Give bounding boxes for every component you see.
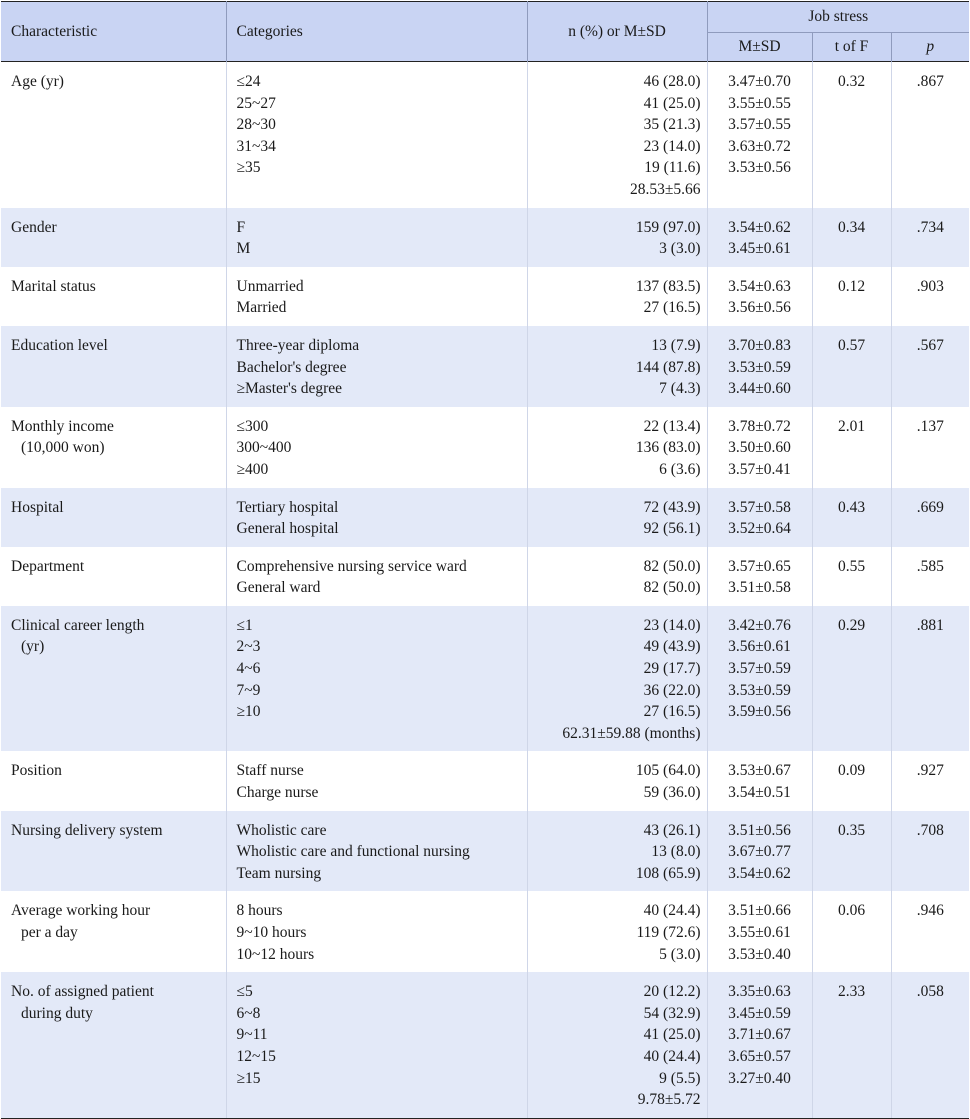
job-stress-msd-cell-line: 3.27±0.40 — [728, 1069, 791, 1087]
n-pct-cell — [527, 606, 707, 752]
job-stress-msd-cell-line: 3.78±0.72 — [728, 417, 791, 435]
characteristic-cell-line: (yr) — [21, 638, 45, 656]
n-pct-cell-line: 41 (25.0) — [643, 1026, 701, 1044]
job-stress-msd-cell-line: 3.47±0.70 — [728, 73, 791, 90]
p-value-cell: .058 — [891, 972, 969, 1118]
n-pct-cell-line: 27 (16.5) — [643, 299, 701, 317]
p-value-cell: .927 — [891, 751, 969, 810]
table-row — [1, 407, 969, 488]
categories-cell-line: Unmarried — [236, 277, 304, 295]
table-row — [1, 811, 969, 892]
categories-cell-line: 2~3 — [236, 638, 261, 656]
characteristic-cell — [1, 547, 226, 606]
characteristic-cell — [1, 751, 226, 810]
job-stress-msd-cell-line: 3.57±0.58 — [728, 498, 791, 516]
table-row — [1, 326, 969, 407]
characteristic-cell — [1, 972, 226, 1118]
job-stress-msd-cell-line: 3.53±0.59 — [728, 681, 791, 699]
categories-cell-line: 300~400 — [236, 439, 292, 457]
n-pct-cell-line: 54 (32.9) — [643, 1004, 701, 1022]
categories-cell-line: F — [236, 218, 246, 236]
n-pct-cell — [527, 891, 707, 972]
table-header — [1, 2, 969, 62]
categories-cell-line: 7~9 — [236, 681, 261, 699]
t-of-f-cell: 0.06 — [812, 891, 891, 972]
n-pct-cell-line: 62.31±59.88 (months) — [562, 724, 701, 742]
job-stress-msd-cell-line: 3.55±0.55 — [728, 94, 791, 112]
categories-cell — [226, 407, 527, 488]
job-stress-msd-cell-line: 3.53±0.67 — [728, 762, 791, 780]
n-pct-cell — [527, 407, 707, 488]
categories-cell-line: Team nursing — [236, 864, 322, 882]
job-stress-msd-cell-line: 3.57±0.59 — [728, 660, 791, 678]
header-characteristic: Characteristic — [1, 2, 226, 62]
categories-cell-line: 4~6 — [236, 660, 261, 678]
job-stress-msd-cell-line: 3.53±0.56 — [728, 159, 791, 177]
categories-cell-line: M — [236, 240, 251, 258]
header-p-value: p — [891, 33, 969, 62]
table-row — [1, 62, 969, 208]
categories-cell — [226, 606, 527, 752]
categories-cell-line: ≥400 — [236, 460, 269, 478]
n-pct-cell-line: 82 (50.0) — [643, 557, 701, 575]
categories-cell-line: Charge nurse — [236, 784, 319, 802]
categories-cell-line: 12~15 — [236, 1047, 276, 1065]
n-pct-cell-line: 46 (28.0) — [643, 73, 701, 90]
t-of-f-cell: 0.32 — [812, 62, 891, 208]
characteristic-cell-line: Nursing delivery system — [11, 821, 163, 839]
categories-cell — [226, 891, 527, 972]
t-of-f-cell: 0.12 — [812, 267, 891, 326]
categories-cell — [226, 267, 527, 326]
p-value-cell: .669 — [891, 488, 969, 547]
t-of-f-cell: 0.57 — [812, 326, 891, 407]
characteristic-cell-line: per a day — [21, 924, 78, 941]
job-stress-msd-cell-line: 3.44±0.60 — [728, 380, 791, 398]
categories-cell-line: ≤300 — [236, 417, 269, 435]
categories-cell-line: 25~27 — [236, 94, 276, 112]
job-stress-msd-cell — [707, 606, 812, 752]
categories-cell — [226, 326, 527, 407]
job-stress-msd-cell-line: 3.54±0.62 — [728, 864, 791, 882]
n-pct-cell — [527, 62, 707, 208]
n-pct-cell-line: 9.78±5.72 — [637, 1091, 701, 1109]
categories-cell — [226, 547, 527, 606]
job-stress-msd-cell-line: 3.53±0.40 — [728, 945, 791, 963]
n-pct-cell-line: 43 (26.1) — [643, 821, 701, 839]
characteristic-cell-line: (10,000 won) — [21, 439, 105, 457]
categories-cell — [226, 811, 527, 892]
table-body — [1, 62, 969, 1119]
job-stress-msd-cell-line: 3.56±0.61 — [728, 638, 791, 656]
job-stress-msd-cell — [707, 407, 812, 488]
job-stress-msd-cell — [707, 972, 812, 1118]
n-pct-cell — [527, 751, 707, 810]
characteristic-cell-line: Average working hour — [11, 902, 151, 920]
job-stress-msd-cell-line: 3.57±0.55 — [728, 116, 791, 134]
table-row — [1, 208, 969, 267]
job-stress-msd-cell — [707, 326, 812, 407]
p-value-cell: .867 — [891, 62, 969, 208]
n-pct-cell — [527, 972, 707, 1118]
n-pct-cell-line: 92 (56.1) — [643, 520, 701, 538]
n-pct-cell-line: 6 (3.6) — [659, 460, 701, 478]
categories-cell-line: General ward — [236, 579, 321, 597]
categories-cell — [226, 972, 527, 1118]
categories-cell-line: ≥35 — [236, 159, 261, 177]
n-pct-cell-line: 40 (24.4) — [643, 1047, 701, 1065]
characteristic-cell-line: No. of assigned patient — [11, 983, 154, 1001]
n-pct-cell-line: 5 (3.0) — [659, 945, 701, 963]
job-stress-msd-cell-line: 3.54±0.63 — [728, 277, 791, 295]
n-pct-cell-line: 13 (7.9) — [651, 336, 701, 354]
characteristic-cell-line: Education level — [11, 336, 108, 354]
table-row — [1, 751, 969, 810]
p-value-cell: .585 — [891, 547, 969, 606]
table-row — [1, 891, 969, 972]
n-pct-cell-line: 9 (5.5) — [659, 1069, 701, 1087]
job-stress-msd-cell-line: 3.67±0.77 — [728, 843, 791, 861]
n-pct-cell-line: 136 (83.0) — [635, 439, 701, 457]
n-pct-cell-line: 82 (50.0) — [643, 579, 701, 597]
categories-cell-line: 9~11 — [236, 1026, 268, 1044]
n-pct-cell-line: 3 (3.0) — [659, 240, 701, 258]
n-pct-cell-line: 72 (43.9) — [643, 498, 701, 516]
categories-cell-line: ≥Master's degree — [236, 380, 343, 398]
categories-cell — [226, 62, 527, 208]
n-pct-cell — [527, 267, 707, 326]
t-of-f-cell: 0.43 — [812, 488, 891, 547]
job-stress-msd-cell-line: 3.51±0.56 — [728, 821, 791, 839]
job-stress-msd-cell-line: 3.57±0.65 — [728, 557, 791, 575]
categories-cell-line: ≤1 — [236, 616, 253, 634]
job-stress-msd-cell — [707, 547, 812, 606]
p-value-cell: .708 — [891, 811, 969, 892]
job-stress-msd-cell-line: 3.52±0.64 — [728, 520, 791, 538]
header-msd: M±SD — [707, 33, 812, 62]
t-of-f-cell: 0.29 — [812, 606, 891, 752]
n-pct-cell — [527, 326, 707, 407]
categories-cell-line: ≥15 — [236, 1069, 261, 1087]
p-value-cell: .903 — [891, 267, 969, 326]
job-stress-msd-cell — [707, 208, 812, 267]
job-stress-msd-cell-line: 3.57±0.41 — [728, 460, 791, 478]
job-stress-msd-cell-line: 3.45±0.59 — [728, 1004, 791, 1022]
n-pct-cell-line: 105 (64.0) — [635, 762, 701, 780]
n-pct-cell — [527, 547, 707, 606]
categories-cell-line: 28~30 — [236, 116, 276, 134]
header-n-pct: n (%) or M±SD — [527, 2, 707, 62]
t-of-f-cell: 2.33 — [812, 972, 891, 1118]
n-pct-cell-line: 27 (16.5) — [643, 703, 701, 721]
table-row — [1, 547, 969, 606]
characteristic-cell-line: Monthly income — [11, 417, 114, 435]
categories-cell-line: Bachelor's degree — [236, 358, 347, 376]
table-row — [1, 488, 969, 547]
job-stress-msd-cell-line: 3.71±0.67 — [728, 1026, 791, 1044]
categories-cell-line: Wholistic care and functional nursing — [236, 843, 470, 861]
job-stress-msd-cell-line: 3.54±0.62 — [728, 218, 791, 236]
p-value-cell: .881 — [891, 606, 969, 752]
table-row — [1, 606, 969, 752]
characteristic-cell-line: Age (yr) — [11, 73, 64, 90]
t-of-f-cell: 0.35 — [812, 811, 891, 892]
p-value-cell: .734 — [891, 208, 969, 267]
job-stress-msd-cell-line: 3.65±0.57 — [728, 1047, 791, 1065]
characteristics-job-stress-table — [1, 1, 969, 1119]
header-t-of-f: t of F — [812, 33, 891, 62]
categories-cell-line: General hospital — [236, 520, 339, 538]
categories-cell-line: Three-year diploma — [236, 336, 360, 354]
characteristic-cell-line: Position — [11, 762, 62, 780]
categories-cell-line: Tertiary hospital — [236, 498, 339, 516]
n-pct-cell-line: 36 (22.0) — [643, 681, 701, 699]
header-job-stress: Job stress — [707, 2, 969, 33]
categories-cell-line: Comprehensive nursing service ward — [236, 557, 467, 575]
n-pct-cell — [527, 208, 707, 267]
p-value-cell: .946 — [891, 891, 969, 972]
categories-cell-line: 10~12 hours — [236, 945, 315, 963]
categories-cell-line: 6~8 — [236, 1004, 261, 1022]
job-stress-msd-cell-line: 3.70±0.83 — [728, 336, 791, 354]
n-pct-cell-line: 144 (87.8) — [635, 358, 701, 376]
categories-cell — [226, 208, 527, 267]
n-pct-cell — [527, 811, 707, 892]
characteristic-cell-line: during duty — [21, 1004, 93, 1022]
job-stress-msd-cell — [707, 891, 812, 972]
categories-cell-line: 9~10 hours — [236, 924, 307, 941]
t-of-f-cell: 0.09 — [812, 751, 891, 810]
n-pct-cell-line: 41 (25.0) — [643, 94, 701, 112]
characteristic-cell — [1, 891, 226, 972]
n-pct-cell-line: 35 (21.3) — [643, 116, 701, 134]
characteristic-cell-line: Clinical career length — [11, 616, 145, 634]
job-stress-msd-cell-line: 3.59±0.56 — [728, 703, 791, 721]
t-of-f-cell: 2.01 — [812, 407, 891, 488]
categories-cell-line: 31~34 — [236, 137, 276, 155]
characteristic-cell-line: Hospital — [11, 498, 64, 516]
categories-cell-line: Staff nurse — [236, 762, 304, 780]
job-stress-msd-cell-line: 3.54±0.51 — [728, 784, 791, 802]
job-stress-msd-cell — [707, 488, 812, 547]
job-stress-msd-cell — [707, 751, 812, 810]
job-stress-msd-cell-line: 3.55±0.61 — [728, 924, 791, 941]
p-value-cell: .567 — [891, 326, 969, 407]
job-stress-msd-cell — [707, 811, 812, 892]
n-pct-cell-line: 40 (24.4) — [643, 902, 701, 920]
n-pct-cell-line: 159 (97.0) — [635, 218, 701, 236]
n-pct-cell-line: 23 (14.0) — [643, 616, 701, 634]
t-of-f-cell: 0.55 — [812, 547, 891, 606]
job-stress-msd-cell-line: 3.45±0.61 — [728, 240, 791, 258]
job-stress-msd-cell-line: 3.42±0.76 — [728, 616, 791, 634]
n-pct-cell-line: 137 (83.5) — [635, 277, 701, 295]
categories-cell-line: Wholistic care — [236, 821, 327, 839]
n-pct-cell-line: 29 (17.7) — [643, 660, 701, 678]
n-pct-cell-line: 49 (43.9) — [643, 638, 701, 656]
n-pct-cell-line: 59 (36.0) — [643, 784, 701, 802]
n-pct-cell-line: 20 (12.2) — [643, 983, 701, 1001]
characteristic-cell-line: Gender — [11, 218, 57, 236]
job-stress-msd-cell-line: 3.51±0.58 — [728, 579, 791, 597]
characteristic-cell — [1, 62, 226, 208]
characteristic-cell — [1, 488, 226, 547]
job-stress-msd-cell-line: 3.53±0.59 — [728, 358, 791, 376]
categories-cell-line: ≥10 — [236, 703, 261, 721]
t-of-f-cell: 0.34 — [812, 208, 891, 267]
table-row — [1, 267, 969, 326]
header-categories: Categories — [226, 2, 527, 62]
categories-cell — [226, 488, 527, 547]
characteristic-cell — [1, 606, 226, 752]
job-stress-msd-cell-line: 3.56±0.56 — [728, 299, 791, 317]
n-pct-cell-line: 28.53±5.66 — [629, 180, 701, 198]
characteristic-cell — [1, 208, 226, 267]
n-pct-cell-line: 22 (13.4) — [643, 417, 701, 435]
n-pct-cell-line: 7 (4.3) — [659, 380, 701, 398]
n-pct-cell-line: 119 (72.6) — [636, 924, 701, 941]
categories-cell-line: 8 hours — [236, 902, 283, 920]
characteristic-cell — [1, 407, 226, 488]
job-stress-msd-cell — [707, 267, 812, 326]
categories-cell-line: ≤5 — [236, 983, 253, 1001]
categories-cell-line: ≤24 — [236, 73, 261, 90]
n-pct-cell-line: 19 (11.6) — [644, 159, 701, 177]
job-stress-msd-cell-line: 3.50±0.60 — [728, 439, 791, 457]
characteristic-cell — [1, 326, 226, 407]
table-row — [1, 972, 969, 1118]
n-pct-cell-line: 108 (65.9) — [635, 864, 701, 882]
n-pct-cell-line: 13 (8.0) — [651, 843, 701, 861]
p-value-cell: .137 — [891, 407, 969, 488]
job-stress-msd-cell-line: 3.51±0.66 — [728, 902, 791, 920]
characteristic-cell-line: Department — [11, 557, 85, 575]
characteristic-cell — [1, 267, 226, 326]
characteristic-cell — [1, 811, 226, 892]
job-stress-msd-cell-line: 3.63±0.72 — [728, 137, 791, 155]
categories-cell-line: Married — [236, 299, 287, 317]
job-stress-msd-cell-line: 3.35±0.63 — [728, 983, 791, 1001]
n-pct-cell-line: 23 (14.0) — [643, 137, 701, 155]
characteristic-cell-line: Marital status — [11, 277, 96, 295]
job-stress-msd-cell — [707, 62, 812, 208]
n-pct-cell — [527, 488, 707, 547]
categories-cell — [226, 751, 527, 810]
